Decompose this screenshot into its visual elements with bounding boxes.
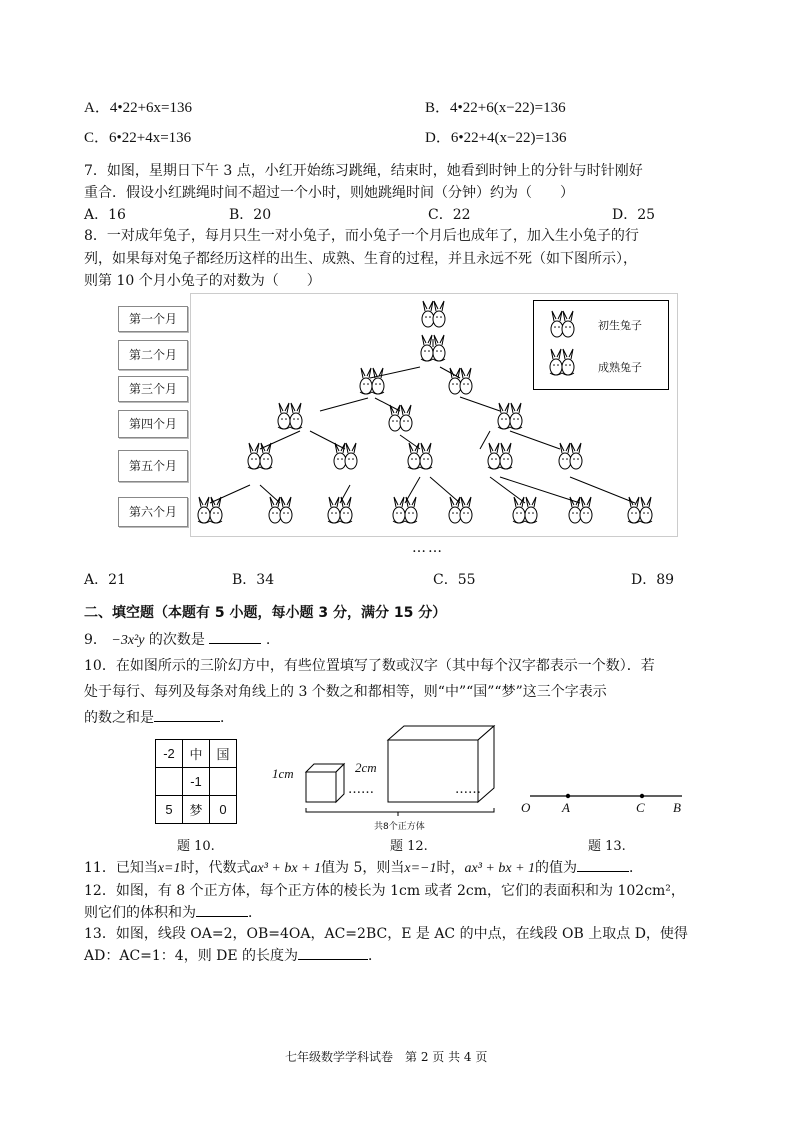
magic-square: [155, 739, 237, 824]
q10-line3: 的数之和是 ．: [84, 710, 234, 726]
q11: 11．已知当x=1时，代数式ax³ + bx + 1值为 5，则当x=−1时，ax³ + bx + 1的值为 ．: [84, 860, 644, 876]
q8-option-d: D．89: [631, 572, 675, 588]
magic-cell: [156, 768, 183, 796]
q10-answer-blank[interactable]: [154, 709, 220, 722]
legend-mature-label: 成熟兔子: [598, 361, 642, 374]
fig13-point-o: O: [521, 800, 531, 815]
fig12-big-label: 2cm: [355, 760, 377, 775]
q8-option-c: C．55: [433, 572, 476, 588]
magic-cell: -1: [183, 768, 210, 796]
month-label-3: 第三个月: [118, 376, 188, 402]
page-footer: 七年级数学学科试卷 第 2 页 共 4 页: [285, 1050, 488, 1064]
fig13-caption: 题 13.: [588, 839, 626, 854]
magic-cell: -2: [156, 740, 183, 768]
q6-option-c: C．6•22+4x=136: [84, 130, 192, 146]
legend-rabbit-icons: [542, 309, 582, 381]
q12-answer-blank[interactable]: [196, 904, 248, 917]
q13-answer-blank[interactable]: [298, 947, 368, 960]
q9-prefix: 9．: [84, 632, 107, 648]
magic-cell: 梦: [183, 796, 210, 824]
q7-option-b: B．20: [229, 207, 272, 223]
fig13-point-a: A: [562, 800, 570, 815]
q9-suffix: 的次数是: [148, 632, 205, 648]
month-label-1: 第一个月: [118, 306, 188, 332]
q9: 9． −3x²y 的次数是 .: [84, 632, 271, 648]
q9-expression: −3x²y: [111, 633, 145, 648]
q6-option-b: B．4•22+6(x−22)=136: [425, 100, 566, 116]
q8-line2: 列，如果每对兔子都经历这样的出生、成熟、生育的过程，并且永远不死（如下图所示），: [84, 251, 637, 267]
fig12-note: 共8个正方体: [374, 822, 425, 832]
section2-heading: 二、填空题（本题有 5 小题，每小题 3 分，满分 15 分）: [84, 605, 447, 621]
magic-cell: 0: [210, 796, 237, 824]
fig13-segment: [520, 790, 690, 802]
q10-line2: 处于每行、每列及每条对角线上的 3 个数之和都相等，则“中”“国”“梦”这三个字表示: [84, 684, 607, 700]
q9-answer-blank[interactable]: [209, 631, 261, 644]
fig12-dots-left: ……: [348, 782, 374, 797]
q7-option-c: C．22: [428, 207, 471, 223]
magic-cell: 中: [183, 740, 210, 768]
q10-line1: 10．在如图所示的三阶幻方中，有些位置填写了数或汉字（其中每个汉字都表示一个数）．若: [84, 658, 655, 674]
fig12-caption: 题 12.: [390, 839, 428, 854]
q7-line1: 7．如图，星期日下午 3 点，小红开始练习跳绳，结束时，她看到时钟上的分针与时针刚好: [84, 163, 643, 179]
q6-option-a: A．4•22+6x=136: [84, 100, 193, 116]
rabbit-legend: [533, 300, 669, 390]
rabbit-ellipsis: ……: [412, 540, 444, 556]
q13-line2: AD：AC=1：4，则 DE 的长度为 ．: [84, 948, 383, 964]
q8-option-a: A．21: [84, 572, 126, 588]
q13-line1: 13．如图，线段 OA=2，OB=4OA，AC=2BC，E 是 AC 的中点，在线段 OB 上取点 D，使得: [84, 926, 688, 942]
month-label-5: 第五个月: [118, 450, 188, 482]
q7-option-a: A．16: [84, 207, 126, 223]
magic-cell: 5: [156, 796, 183, 824]
q12-line1: 12．如图，有 8 个正方体，每个正方体的棱长为 1cm 或者 2cm，它们的表面积和为 102cm²，: [84, 883, 685, 899]
magic-cell: 国: [210, 740, 237, 768]
month-label-4: 第四个月: [118, 410, 188, 438]
q8-line1: 8．一对成年兔子，每月只生一对小兔子，而小兔子一个月后也成年了，加入生小兔子的行: [84, 228, 639, 244]
fig13-point-b: B: [673, 800, 681, 815]
fig13-point-c: C: [636, 800, 645, 815]
q7-line2: 重合．假设小红跳绳时间不超过一个小时，则她跳绳时间（分钟）约为（ ）: [84, 185, 574, 201]
month-label-2: 第二个月: [118, 340, 188, 370]
fig10-caption: 题 10.: [177, 839, 215, 854]
fig12-dots-right: ……: [455, 782, 481, 797]
month-label-6: 第六个月: [118, 497, 188, 527]
legend-newborn-label: 初生兔子: [598, 319, 642, 332]
magic-cell: [210, 768, 237, 796]
q8-line3: 则第 10 个月小兔子的对数为（ ）: [84, 273, 321, 289]
fig12-cubes: [298, 722, 498, 834]
q6-option-d: D．6•22+4(x−22)=136: [425, 130, 567, 146]
q7-option-d: D．25: [612, 207, 656, 223]
fig12-small-label: 1cm: [272, 766, 294, 781]
q11-answer-blank[interactable]: [577, 859, 629, 872]
q8-option-b: B．34: [232, 572, 275, 588]
q12-line2: 则它们的体积和为 ．: [84, 905, 262, 921]
